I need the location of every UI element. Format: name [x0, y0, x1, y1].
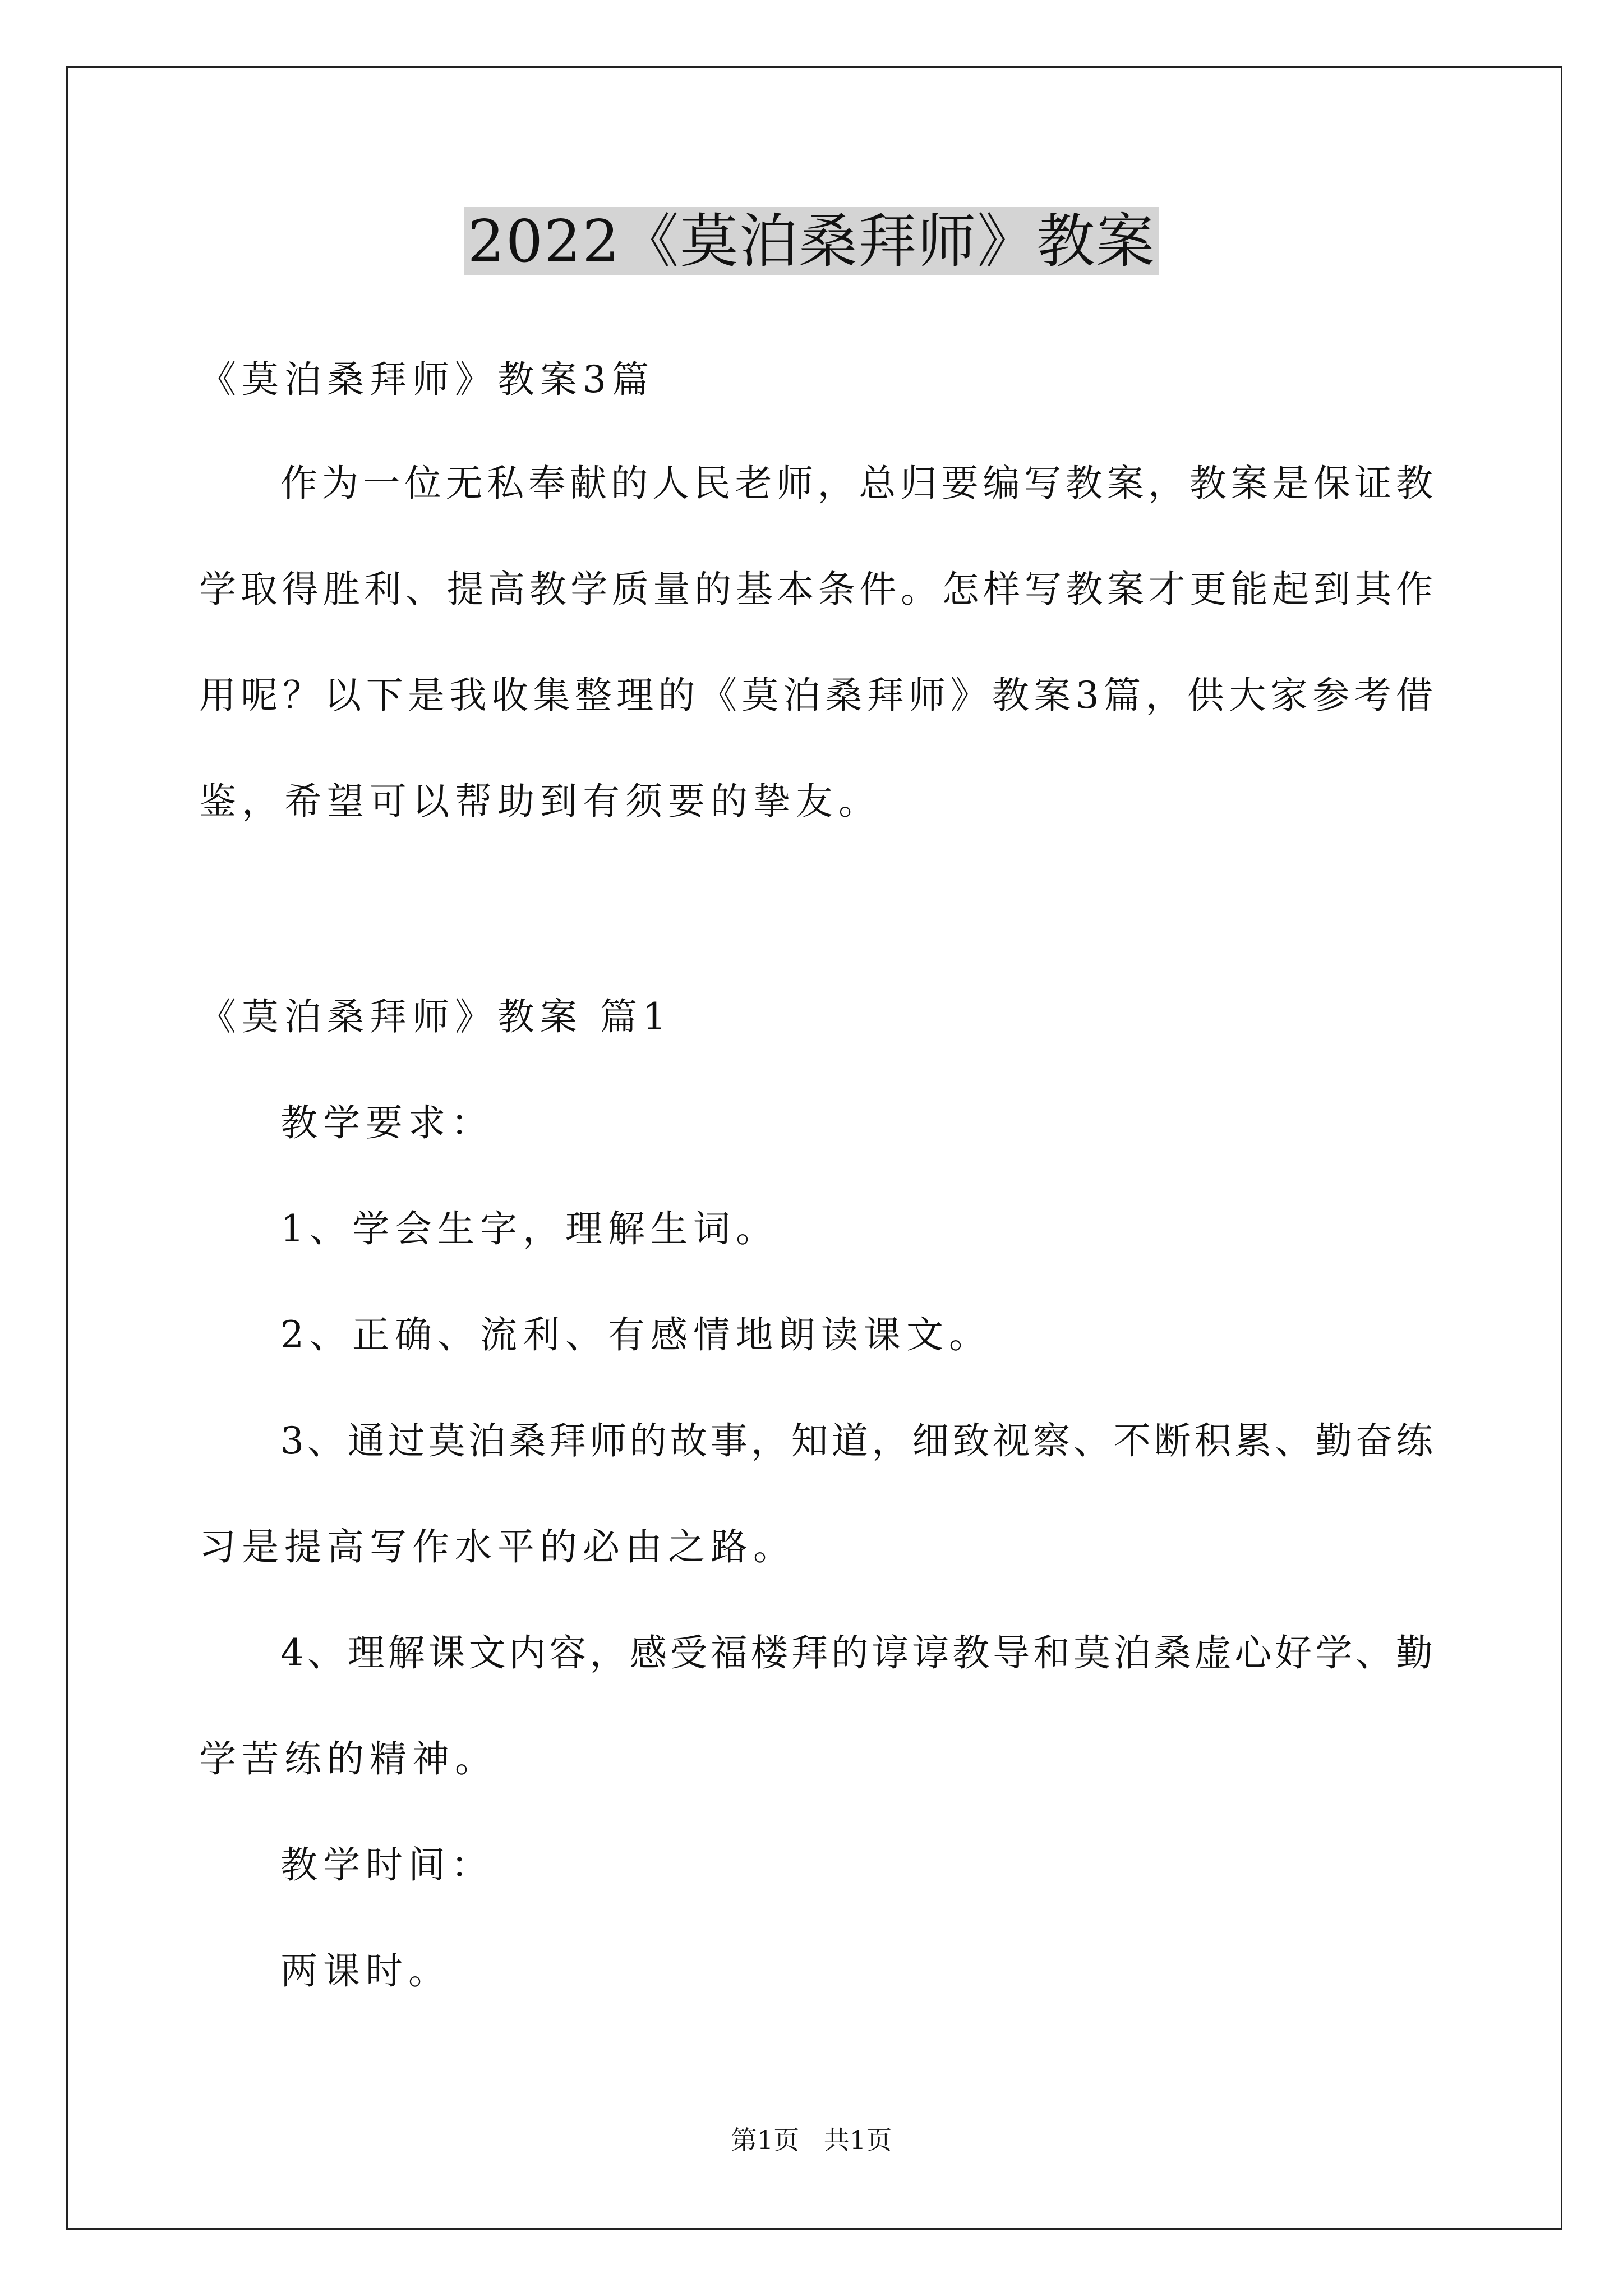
intro-line-4: 鉴，希望可以帮助到有须要的挚友。	[199, 780, 881, 823]
requirement-1: 1、学会生字，理解生词。	[280, 1207, 778, 1250]
document-title	[0, 202, 1623, 280]
requirement-4-line-2: 学苦练的精神。	[199, 1737, 497, 1780]
intro-line-2: 学取得胜利、提高教学质量的基本条件。怎样写教案才更能起到其作	[199, 568, 1433, 611]
requirement-3-line-2: 习是提高写作水平的必由之路。	[199, 1525, 796, 1568]
section-heading: 《莫泊桑拜师》教案 篇1	[199, 995, 672, 1038]
requirement-2: 2、正确、流利、有感情地朗读课文。	[280, 1313, 992, 1356]
page-footer: 第1页 共1页	[731, 2125, 892, 2155]
time-heading: 教学时间：	[280, 1843, 494, 1887]
subtitle: 《莫泊桑拜师》教案3篇	[199, 358, 654, 401]
intro-line-1: 作为一位无私奉献的人民老师，总归要编写教案，教案是保证教	[280, 462, 1433, 505]
requirements-heading: 教学要求：	[280, 1101, 494, 1144]
requirement-4-line-1: 4、理解课文内容，感受福楼拜的谆谆教导和莫泊桑虚心好学、勤	[280, 1631, 1433, 1674]
intro-line-3: 用呢？以下是我收集整理的《莫泊桑拜师》教案3篇，供大家参考借	[199, 674, 1433, 717]
requirement-3-line-1: 3、通过莫泊桑拜师的故事，知道，细致视察、不断积累、勤奋练	[280, 1419, 1433, 1462]
time-value: 两课时。	[280, 1949, 451, 1993]
title-text: 2022《莫泊桑拜师》教案	[464, 207, 1159, 275]
